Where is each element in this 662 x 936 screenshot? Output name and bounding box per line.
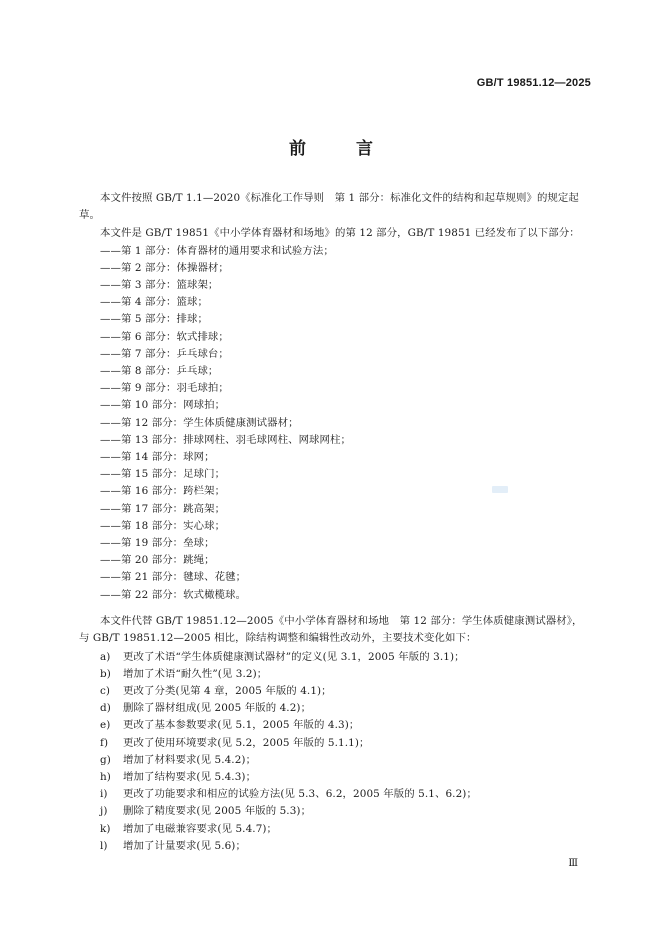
list-item-text: ——第 9 部分：羽毛球拍；	[100, 382, 229, 395]
list-item-text: ——第 10 部分：网球拍；	[100, 399, 226, 412]
list-item-text: ——第 15 部分：足球门；	[100, 468, 226, 481]
change-item-key: f)	[100, 736, 109, 749]
list-item	[79, 432, 591, 449]
list-item-text: ——第 8 部分：乒乓球；	[100, 364, 219, 377]
list-item-text: ——第 13 部分：排球网柱、羽毛球网柱、网球网柱；	[100, 433, 352, 446]
change-item	[79, 752, 591, 769]
standard-code: GB/T 19851.12—2025	[476, 77, 591, 89]
change-item	[79, 803, 591, 820]
watermark	[492, 486, 508, 493]
list-item-text: ——第 14 部分：球网；	[100, 450, 215, 463]
change-item-key: e)	[100, 719, 111, 732]
list-item	[79, 466, 591, 483]
list-item	[79, 535, 591, 552]
list-item-text: ——第 20 部分：跳绳；	[100, 554, 215, 567]
change-item-key: d)	[100, 702, 111, 715]
change-item-key: k)	[100, 822, 111, 835]
list-item	[79, 346, 591, 363]
page-number: Ⅲ	[568, 858, 578, 869]
replacement-paragraph: 本文件代替 GB/T 19851.12—2005《中小学体育器材和场地 第 12 部分：学生体质健康测试器材》，与 GB/T 19851.12—2005 相比，除结构调整和编辑性改动外，主要技术变化如下：	[79, 615, 583, 645]
list-item-text: ——第 16 部分：跨栏架；	[100, 485, 226, 498]
change-item-key: g)	[100, 753, 111, 766]
change-item-key: c)	[100, 684, 111, 697]
change-item-text: 增加了结构要求(见 5.4.3)；	[123, 770, 257, 783]
change-item-key: b)	[100, 667, 111, 680]
list-item-text: ——第 4 部分：篮球；	[100, 296, 208, 309]
list-item	[79, 277, 591, 294]
change-item-text: 更改了使用环境要求(见 5.2，2005 年版的 5.1.1)；	[123, 736, 370, 749]
change-item	[79, 717, 591, 734]
list-item-text: ——第 1 部分：体育器材的通用要求和试验方法；	[100, 244, 334, 257]
change-item-text: 更改了分类(见第 4 章，2005 年版的 4.1)；	[123, 684, 332, 697]
change-item	[79, 821, 591, 838]
list-item	[79, 380, 591, 397]
change-item	[79, 838, 591, 855]
change-item-text: 更改了术语“学生体质健康测试器材”的定义(见 3.1，2005 年版的 3.1)；	[123, 650, 465, 663]
list-item	[79, 294, 591, 311]
list-item-text: ——第 18 部分：实心球；	[100, 519, 226, 532]
list-item	[79, 552, 591, 569]
list-item-text: ——第 3 部分：篮球架；	[100, 278, 219, 291]
list-item	[79, 415, 591, 432]
change-item	[79, 666, 591, 683]
change-item	[79, 683, 591, 700]
intro-paragraph: 本文件按照 GB/T 1.1—2020《标准化工作导则 第 1 部分：标准化文件的结构和起草规则》的规定起草。	[79, 192, 579, 222]
list-item	[79, 243, 591, 260]
list-item-text: ——第 17 部分：跳高架；	[100, 502, 226, 515]
list-item	[79, 483, 591, 500]
change-item-text: 增加了术语“耐久性”(见 3.2)；	[123, 667, 268, 680]
change-item	[79, 735, 591, 752]
list-item-text: ——第 6 部分：软式排球；	[100, 330, 229, 343]
list-item	[79, 311, 591, 328]
list-item	[79, 363, 591, 380]
change-item-text: 更改了功能要求和相应的试验方法(见 5.3、6.2，2005 年版的 5.1、6.2)；	[123, 788, 477, 801]
list-item-text: ——第 19 部分：垒球；	[100, 536, 215, 549]
list-item-text: ——第 12 部分：学生体质健康测试器材；	[100, 416, 299, 429]
list-item-text: ——第 7 部分：乒乓球台；	[100, 347, 229, 360]
list-item	[79, 569, 591, 586]
change-item-key: a)	[100, 650, 111, 663]
list-item-text: ——第 5 部分：排球；	[100, 313, 208, 326]
change-item	[79, 786, 591, 803]
list-item	[79, 518, 591, 535]
change-item-text: 增加了电磁兼容要求(见 5.4.7)；	[123, 822, 278, 835]
list-item-text: ——第 21 部分：毽球、花毽；	[100, 571, 247, 584]
change-item-key: i)	[100, 788, 108, 801]
parts-intro-paragraph: 本文件是 GB/T 19851《中小学体育器材和场地》的第 12 部分，GB/T 19851 已经发布了以下部分：	[100, 227, 580, 239]
change-item-text: 增加了计量要求(见 5.6)；	[123, 839, 246, 852]
change-item-text: 更改了基本参数要求(见 5.1，2005 年版的 4.3)；	[123, 719, 360, 732]
list-item	[79, 260, 591, 277]
list-item	[79, 449, 591, 466]
list-item	[79, 501, 591, 518]
list-item	[79, 587, 591, 604]
list-item	[79, 329, 591, 346]
page-title: 前 言	[289, 139, 395, 159]
change-item	[79, 649, 591, 666]
list-item-text: ——第 22 部分：软式橄榄球。	[100, 588, 247, 601]
change-item-key: j)	[100, 805, 108, 818]
list-item-text: ——第 2 部分：体操器材；	[100, 261, 229, 274]
list-item	[79, 397, 591, 414]
change-item	[79, 700, 591, 717]
change-item-key: l)	[100, 839, 108, 852]
change-item-text: 增加了材料要求(见 5.4.2)；	[123, 753, 257, 766]
change-item-text: 删除了器材组成(见 2005 年版的 4.2)；	[123, 702, 312, 715]
change-item-key: h)	[100, 770, 111, 783]
change-item	[79, 769, 591, 786]
change-item-text: 删除了精度要求(见 2005 年版的 5.3)；	[123, 805, 312, 818]
